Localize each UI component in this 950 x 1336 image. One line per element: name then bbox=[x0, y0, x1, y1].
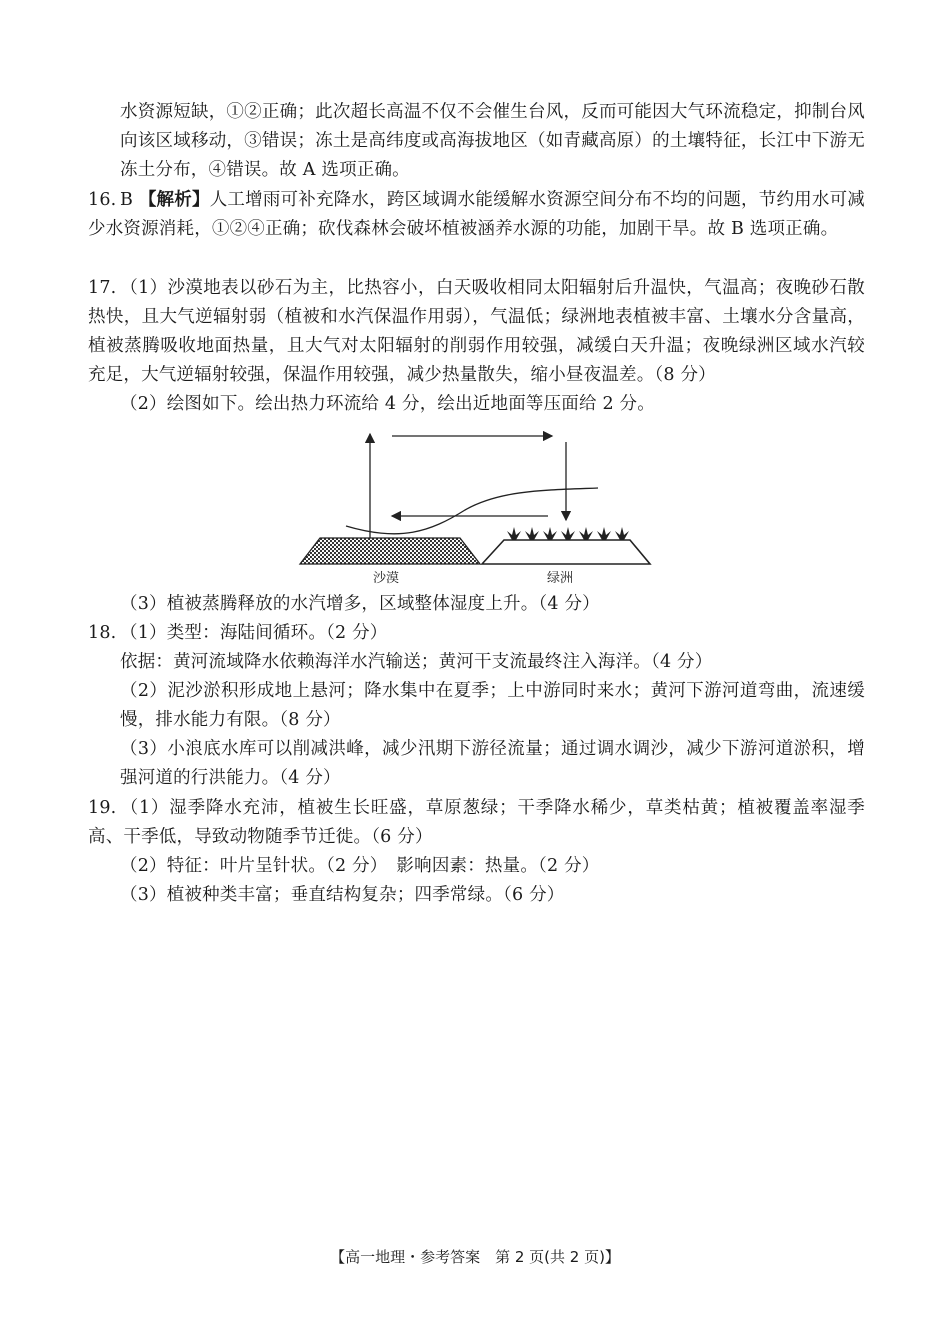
oasis-ground bbox=[482, 540, 650, 564]
q17-part3: （3）植被蒸腾释放的水汽增多，区域整体湿度上升。（4 分） bbox=[120, 594, 600, 614]
q16-text: 人工增雨可补充降水，跨区域调水能缓解水资源空间分布不均的问题，节约用水可减少水资源消耗，①②④正确；砍伐森林会破坏植被涵养水源的功能，加剧干旱。故 B 选项正确。 bbox=[88, 190, 865, 239]
q16-number: 16. bbox=[88, 190, 117, 210]
desert-ground bbox=[300, 538, 480, 564]
q18-part2: （2）泥沙淤积形成地上悬河；降水集中在夏季；上中游同时来水；黄河下游河道弯曲，流速缓慢，排水能力有限。（8 分） bbox=[120, 681, 865, 730]
page-footer: 【高一地理・参考答案 第 2 页(共 2 页)】 bbox=[330, 1248, 620, 1266]
q17-part2: （2）绘图如下。绘出热力环流给 4 分，绘出近地面等压面给 2 分。 bbox=[120, 394, 655, 414]
q17-part1 bbox=[88, 274, 865, 390]
q16-choice: B bbox=[120, 190, 134, 210]
q18-part1-text: （1）类型：海陆间循环。（2 分） bbox=[120, 623, 388, 643]
q15-continuation: 水资源短缺，①②正确；此次超长高温不仅不会催生台风，反而可能因大气环流稳定，抑制台风向该区域移动，③错误；冻土是高纬度或高海拔地区（如青藏高原）的土壤特征，长江中下游无冻土分布，④错误。故 A 选项正确。 bbox=[120, 102, 865, 180]
thermal-circulation-diagram bbox=[290, 424, 660, 592]
q19-part1-text: （1）湿季降水充沛，植被生长旺盛，草原葱绿；干季降水稀少，草类枯黄；植被覆盖率湿季高、干季低，导致动物随季节迁徙。（6 分） bbox=[88, 798, 865, 847]
q17-number: 17. bbox=[88, 278, 117, 298]
q18-part1 bbox=[88, 619, 865, 648]
label-desert: 沙漠 bbox=[372, 571, 400, 586]
isobar-curve bbox=[346, 488, 598, 534]
q17-part1-text: （1）沙漠地表以砂石为主，比热容小，白天吸收相同太阳辐射后升温快，气温高；夜晚砂石散热快，且大气逆辐射弱（植被和水汽保温作用弱），气温低；绿洲地表植被丰富、土壤水分含量高，植被蒸腾吸收地面热量，且大气对太阳辐射的削弱作用较强，减缓白天升温；夜晚绿洲区域水汽较充足，大气逆辐射较强，保温作用较强，减少热量散失，缩小昼夜温差。（8 分） bbox=[88, 278, 865, 385]
q18-part1-basis: 依据：黄河流域降水依赖海洋水汽输送；黄河干支流最终注入海洋。（4 分） bbox=[120, 652, 713, 672]
q16-answer bbox=[88, 186, 865, 244]
q19-number: 19. bbox=[88, 798, 117, 818]
q19-part3: （3）植被种类丰富；垂直结构复杂；四季常绿。（6 分） bbox=[120, 885, 565, 905]
oasis-vegetation bbox=[507, 527, 629, 540]
label-oasis: 绿洲 bbox=[546, 571, 574, 586]
q18-number: 18. bbox=[88, 623, 117, 643]
q19-part2: （2）特征：叶片呈针状。（2 分） 影响因素：热量。（2 分） bbox=[120, 856, 600, 876]
q16-analysis-tag: 【解析】 bbox=[138, 190, 210, 210]
q19-part1 bbox=[88, 794, 865, 852]
q18-part3: （3）小浪底水库可以削减洪峰，减少汛期下游径流量；通过调水调沙，减少下游河道淤积，增强河道的行洪能力。（4 分） bbox=[120, 739, 865, 788]
